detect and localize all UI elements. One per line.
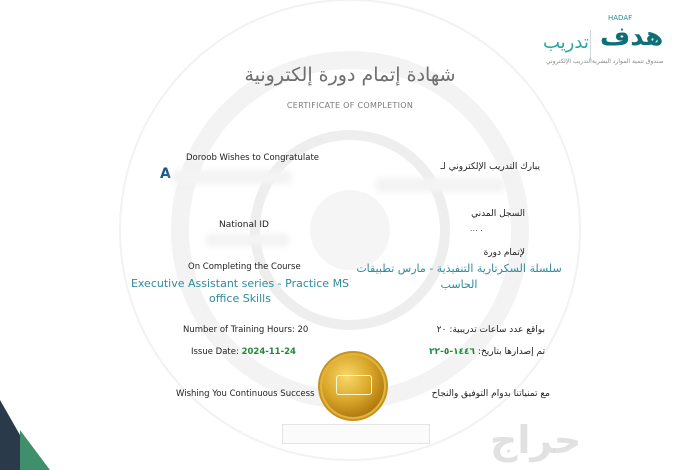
hadaf-tagline: HADAF bbox=[608, 14, 633, 22]
for-completing-ar: لإتمام دورة bbox=[483, 248, 525, 258]
certificate-title-en: CERTIFICATE OF COMPLETION bbox=[286, 101, 414, 110]
national-id-redacted bbox=[205, 234, 290, 246]
tadreeb-logo: تدريب bbox=[543, 32, 589, 53]
recipient-name-ar-redacted bbox=[375, 178, 505, 192]
recipient-name-initial: A bbox=[160, 166, 171, 182]
course-name-en bbox=[120, 276, 360, 306]
course-name-en-line2: office Skills bbox=[209, 292, 271, 305]
hadaf-logo-sub: صندوق تنمية الموارد البشرية bbox=[592, 58, 664, 65]
recipient-name-redacted bbox=[172, 170, 292, 184]
wishing-success-en: Wishing You Continuous Success bbox=[176, 389, 315, 399]
course-name-en-line1: Executive Assistant series - Practice MS bbox=[130, 277, 350, 290]
hadaf-logo: هدف bbox=[600, 22, 664, 52]
course-name-ar-line1: سلسلة السكرتارية التنفيذية - مارس تطبيقات bbox=[356, 262, 562, 275]
issue-date-label: Issue Date: bbox=[191, 347, 239, 357]
civil-registry-label: السجل المدني bbox=[471, 209, 525, 219]
gold-seal-icon bbox=[322, 355, 384, 417]
corner-decoration-green bbox=[20, 430, 50, 470]
signature-box bbox=[282, 424, 430, 444]
course-name-ar bbox=[340, 261, 578, 293]
certificate-title-ar: شهادة إتمام دورة إلكترونية bbox=[244, 64, 456, 86]
haraj-watermark-icon: حراج bbox=[490, 418, 582, 462]
civil-registry-value: ... . bbox=[470, 224, 483, 233]
tadreeb-logo-sub: التدريب الإلكتروني bbox=[546, 58, 592, 65]
national-id-label: National ID bbox=[219, 220, 269, 230]
congrats-ar: يبارك التدريب الإلكتروني لـ bbox=[440, 162, 540, 172]
training-hours-ar: بواقع عدد ساعات تدريبية: ٢٠ bbox=[436, 325, 545, 335]
issue-date-ar bbox=[410, 347, 545, 357]
training-hours-en: Number of Training Hours: 20 bbox=[183, 325, 309, 335]
issue-date-value: 2024-11-24 bbox=[241, 347, 296, 357]
issue-date-ar-value: ١٤٤٦-٥-٢٢ bbox=[429, 347, 476, 357]
on-completing-label: On Completing the Course bbox=[188, 262, 301, 272]
logo-divider bbox=[590, 30, 591, 60]
wishing-success-ar: مع تمنياتنا بدوام التوفيق والنجاح bbox=[431, 389, 550, 399]
congratulate-label: Doroob Wishes to Congratulate bbox=[186, 153, 320, 163]
issue-date-ar-label: تم إصدارها بتاريخ: bbox=[477, 347, 545, 357]
seal-inner-mark bbox=[336, 375, 372, 395]
course-name-ar-line2: الحاسب bbox=[440, 278, 478, 291]
issue-date-en bbox=[191, 347, 296, 357]
